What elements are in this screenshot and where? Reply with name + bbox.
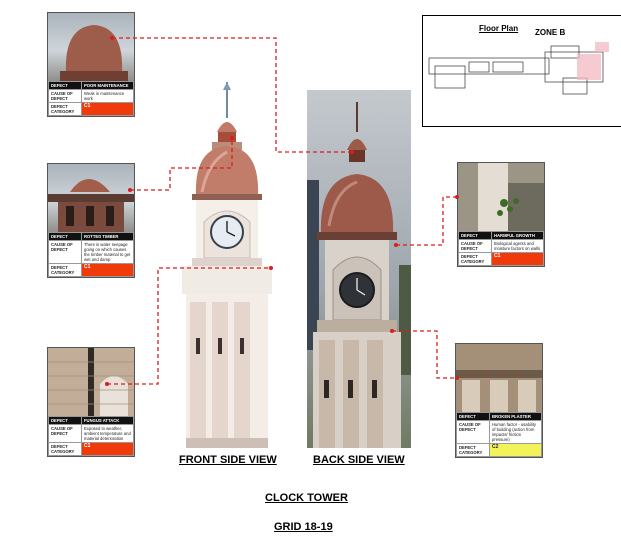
- defect-photo-growth: [458, 163, 544, 231]
- category-key: DEFECT CATEGORY: [459, 253, 492, 266]
- floor-plan-box: [422, 15, 621, 127]
- defect-key: DEFECT: [49, 82, 82, 90]
- cause-key: CAUSE OF DEFECT: [49, 90, 82, 103]
- defect-card-harmful-growth: [457, 162, 545, 267]
- defect-card-rotted-timber: [47, 163, 135, 278]
- cause-key: CAUSE OF DEFECT: [49, 241, 82, 264]
- defect-key: DEFECT: [49, 417, 82, 425]
- defect-value: POOR MAINTENANCE: [82, 82, 134, 90]
- category-value: C2: [490, 444, 542, 457]
- defect-value: ROTTED TIMBER: [82, 233, 134, 241]
- grid-title: GRID 18-19: [274, 521, 333, 533]
- cause-value: Human factor - usability of building (action from impacts/ friction pressure): [490, 421, 542, 444]
- category-key: DEFECT CATEGORY: [457, 444, 490, 457]
- cause-value: Exposed to weather, ambient temperature and material deterioration: [82, 425, 134, 443]
- category-key: DEFECT CATEGORY: [49, 103, 82, 116]
- floor-plan-title: Floor Plan: [479, 24, 519, 33]
- floor-plan-zone-label: ZONE B: [535, 28, 566, 37]
- category-key: DEFECT CATEGORY: [49, 443, 82, 456]
- defect-photo-plaster: [456, 344, 542, 412]
- defect-photo-cupola: [48, 164, 134, 232]
- zone-b-highlight: [577, 54, 601, 80]
- cause-key: CAUSE OF DEFECT: [49, 425, 82, 443]
- defect-card-poor-maintenance: [47, 12, 135, 117]
- defect-value: HARMFUL GROWTH: [492, 232, 544, 240]
- back-tower-image: [307, 90, 411, 448]
- category-value: C1: [82, 264, 134, 277]
- back-view-label: BACK SIDE VIEW: [313, 454, 405, 466]
- cause-value: Biological agents and moisture factors on walls: [492, 240, 544, 253]
- floor-plan-drawing: [427, 38, 617, 108]
- defect-value: FUNGUS ATTACK: [82, 417, 134, 425]
- defect-value: BROKEN PLASTER: [490, 413, 542, 421]
- category-value: C1: [82, 443, 134, 456]
- cause-value: Weak in maintenance work: [82, 90, 134, 103]
- front-tower-image: [168, 82, 280, 448]
- defect-key: DEFECT: [459, 232, 492, 240]
- main-title: CLOCK TOWER: [265, 492, 348, 504]
- defect-card-fungus-attack: [47, 347, 135, 457]
- defect-card-broken-plaster: [455, 343, 543, 458]
- front-view-label: FRONT SIDE VIEW: [179, 454, 277, 466]
- defect-photo-arch: [48, 348, 134, 416]
- category-key: DEFECT CATEGORY: [49, 264, 82, 277]
- cause-value: There is water seepage going on which causes the timber material to get wet and damp: [82, 241, 134, 264]
- defect-key: DEFECT: [49, 233, 82, 241]
- category-value: C1: [82, 103, 134, 116]
- defect-photo-dome: [48, 13, 134, 81]
- cause-key: CAUSE OF DEFECT: [457, 421, 490, 444]
- cause-key: CAUSE OF DEFECT: [459, 240, 492, 253]
- category-value: C1: [492, 253, 544, 266]
- defect-key: DEFECT: [457, 413, 490, 421]
